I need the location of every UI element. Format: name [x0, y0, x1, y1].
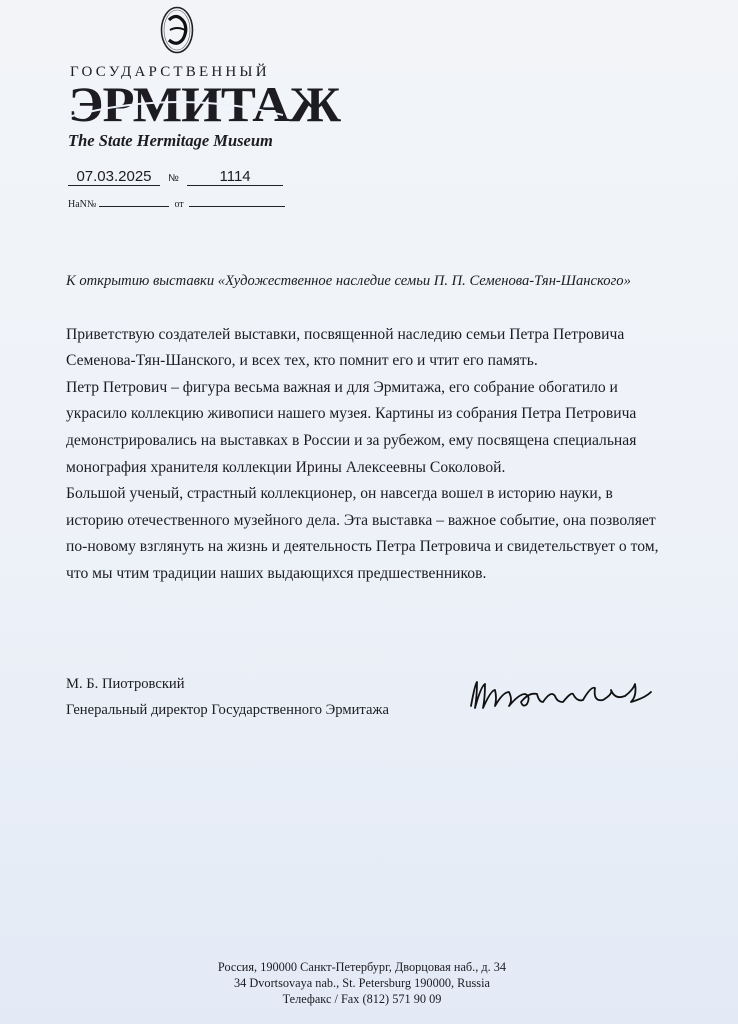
reference-row	[68, 196, 285, 210]
logo-arc	[68, 90, 283, 120]
body-line: украсило коллекцию живописи нашего музея. Картины из собрания Петра Петровича	[66, 405, 637, 422]
reference-label: НаN№	[68, 199, 97, 210]
body-line: что мы чтим традиции наших выдающихся предшественников.	[66, 565, 487, 582]
body-line: монография хранителя коллекции Ирины Алексеевны Соколовой.	[66, 459, 506, 476]
letterhead-line1: ГОСУДАРСТВЕННЫЙ	[70, 64, 270, 80]
body-line: Большой ученый, страстный коллекционер, он навсегда вошел в историю науки, в	[66, 485, 613, 502]
footer-address-en: 34 Dvortsovaya nab., St. Petersburg 190000, Russia	[234, 976, 490, 990]
letterhead-english-name: The State Hermitage Museum	[68, 131, 273, 150]
letter-subject: К открытию выставки «Художественное наследие семьи П. П. Семенова-Тян-Шанского»	[66, 273, 631, 289]
body-line: Петр Петрович – фигура весьма важная и для Эрмитажа, его собрание обогатило и	[66, 379, 618, 396]
from-label: от	[174, 199, 184, 210]
body-line: Семенова-Тян-Шанского, и всех тех, кто помнит его и чтит его память.	[66, 352, 538, 369]
registration-row	[68, 168, 283, 186]
body-line: историю отечественного музейного дела. Эта выставка – важное событие, она позволяет	[66, 512, 656, 529]
letter-number: 1114	[187, 168, 283, 186]
body-line: Приветствую создателей выставки, посвященной наследию семьи Петра Петровича	[66, 326, 625, 343]
letterhead-logo-text: ЭРМИТАЖ	[68, 76, 340, 132]
letter-date: 07.03.2025	[68, 168, 160, 186]
footer-fax: Телефакс / Fax (812) 571 90 09	[282, 992, 442, 1006]
signatory-position: Генеральный директор Государственного Эрмитажа	[66, 702, 389, 718]
handwritten-signature	[465, 676, 655, 716]
signatory-name: М. Б. Пиотровский	[66, 676, 185, 692]
footer-address-ru: Россия, 190000 Санкт-Петербург, Дворцовая наб., д. 34	[217, 960, 507, 974]
body-line: демонстрировались на выставках в России и за рубежом, ему посвящена специальная	[66, 432, 637, 449]
body-line: по-новому взглянуть на жизнь и деятельность Петра Петровича и свидетельствует о том,	[66, 538, 659, 555]
hermitage-emblem-icon	[160, 6, 194, 54]
number-label: №	[168, 173, 179, 184]
